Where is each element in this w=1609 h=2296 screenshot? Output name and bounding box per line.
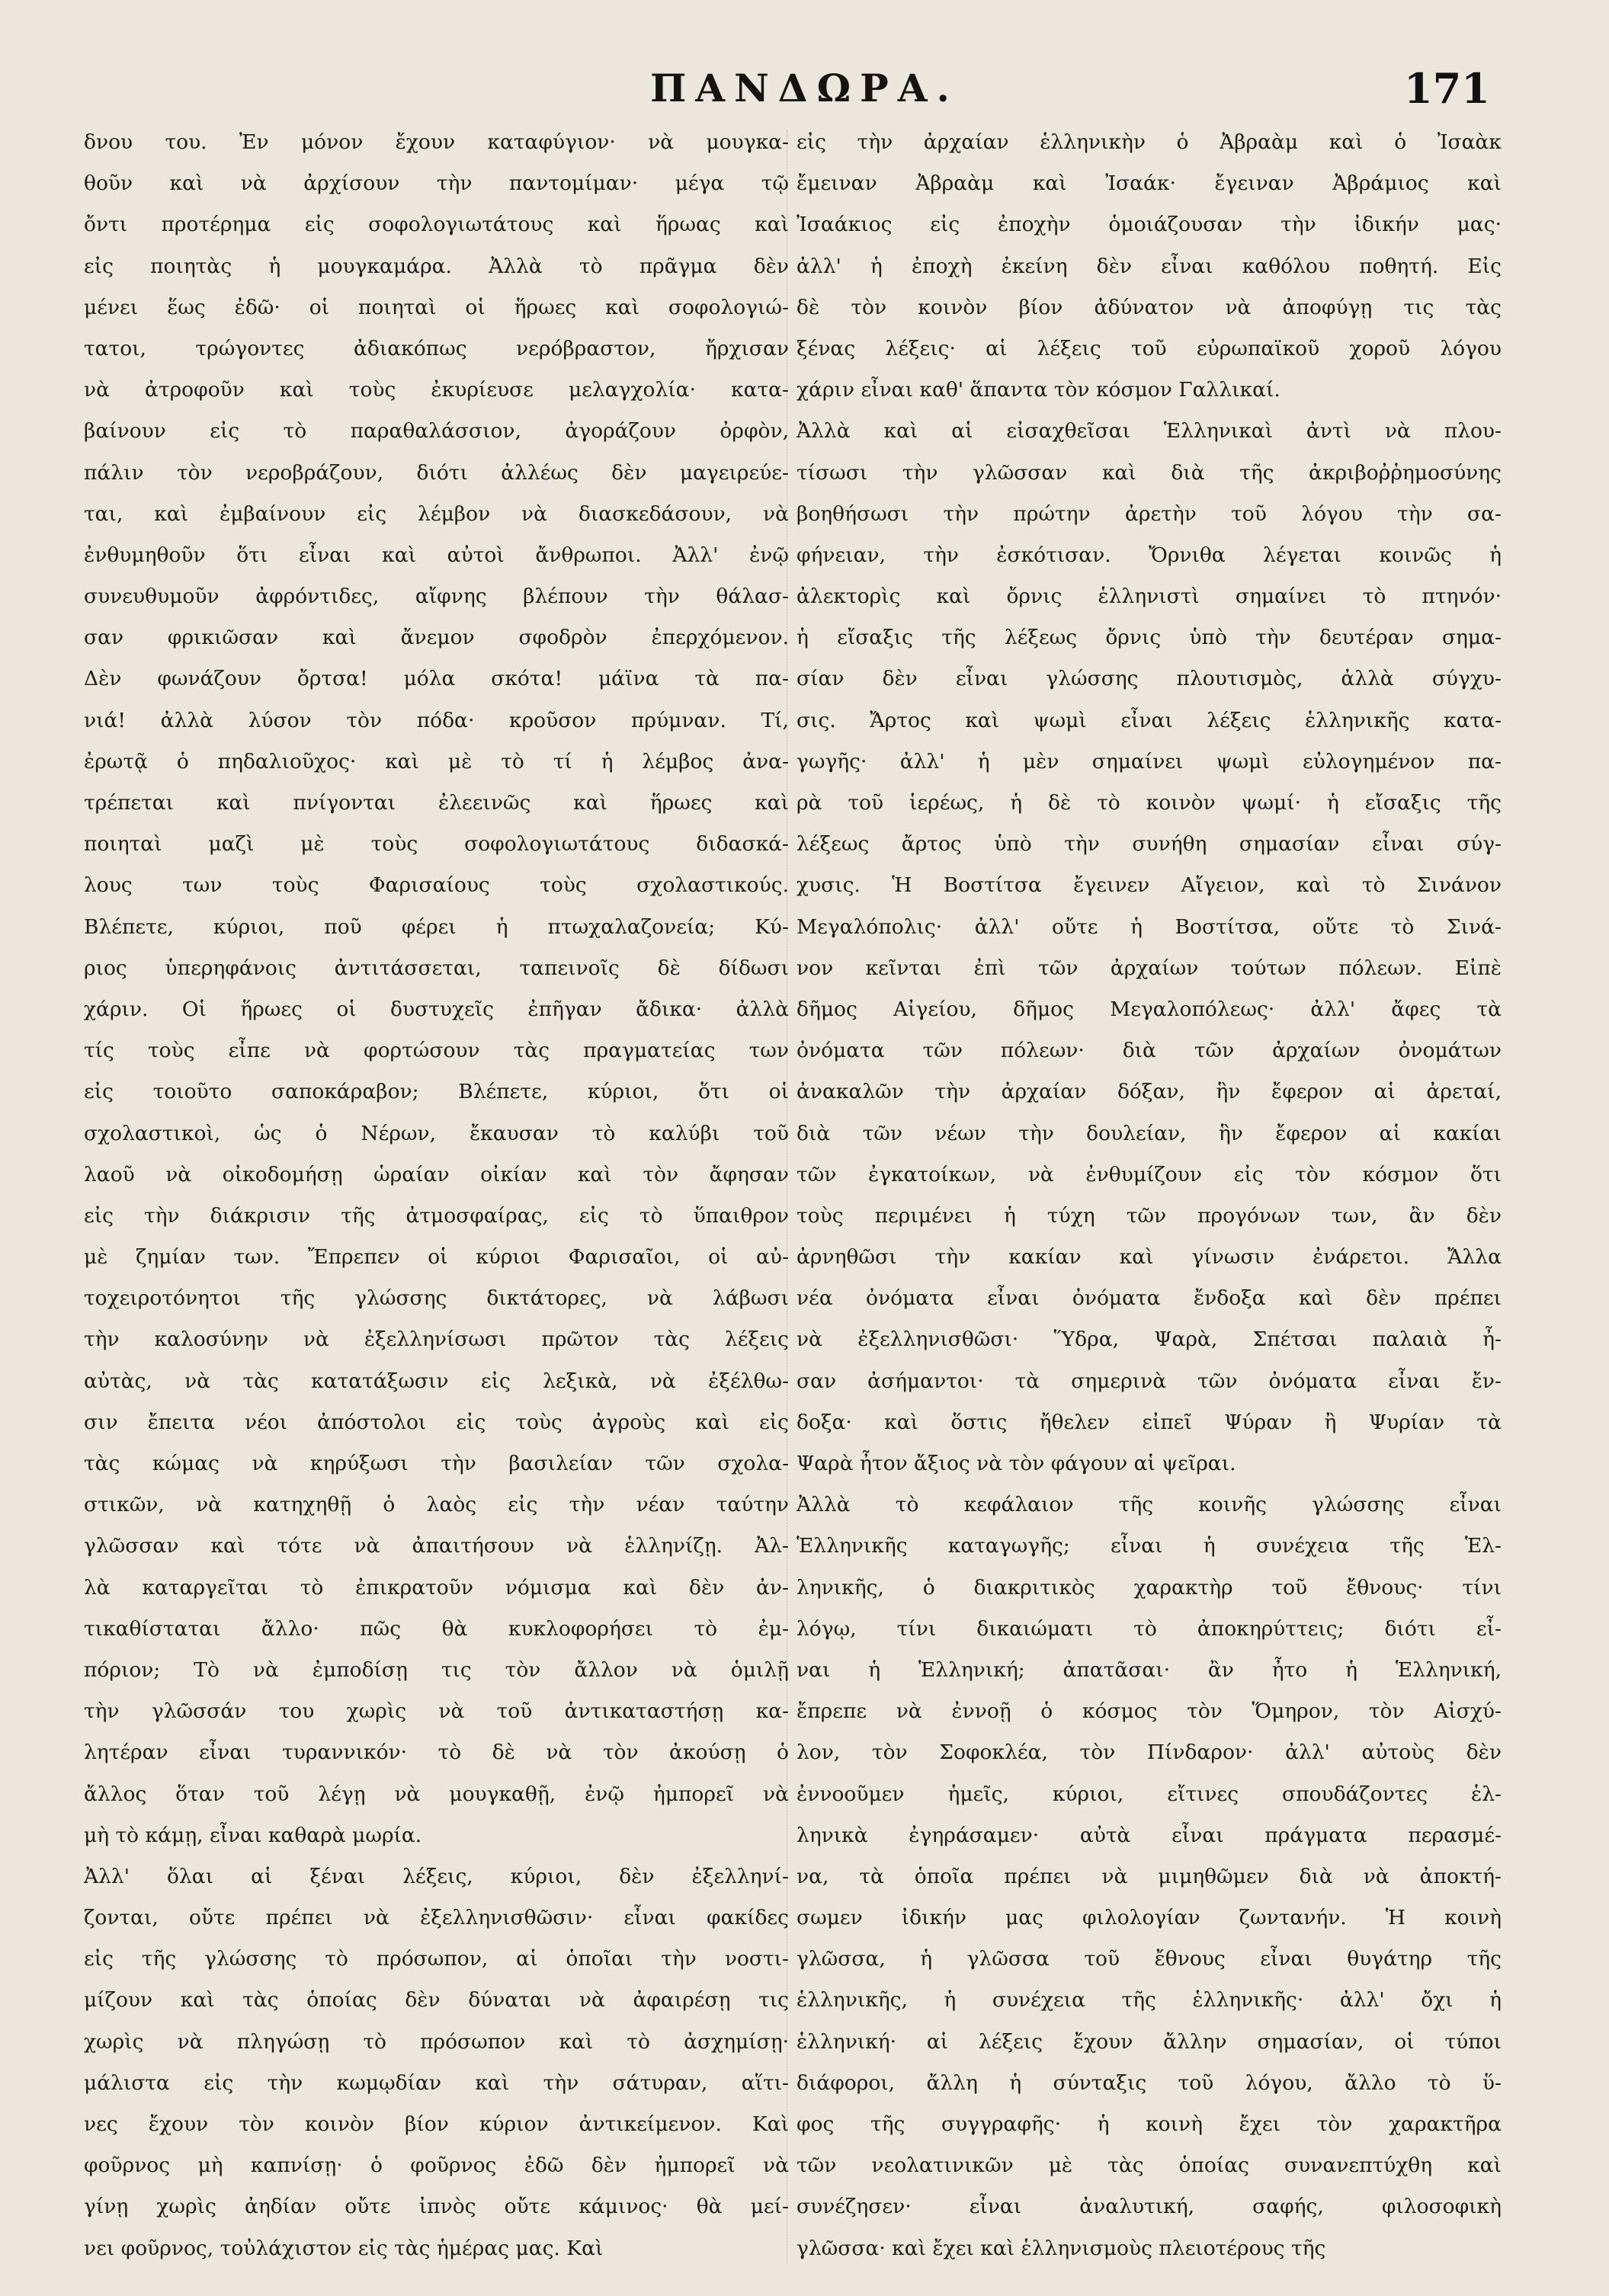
text-line: ὀνόματα τῶν πόλεων· διὰ τῶν ἀρχαίων ὀνομάτων — [796, 1039, 1502, 1063]
page-number: 171 — [1404, 64, 1490, 113]
text-line: ληνικῆς, ὁ διακριτικὸς χαρακτὴρ τοῦ ἔθνους· τίνι — [796, 1575, 1502, 1600]
text-line: διὰ τῶν νέων τὴν δουλείαν, ἣν ἔφερον αἱ κακίαι — [796, 1121, 1502, 1145]
text-line: μὲ ζημίαν των. Ἔπρεπεν οἱ κύριοι Φαρισαῖοι, οἱ αὐ- — [84, 1245, 789, 1270]
text-line: αὐτὰς, νὰ τὰς κατατάξωσιν εἰς λεξικὰ, νὰ ἐξέλθω- — [84, 1369, 789, 1393]
text-line: δῆμος Αἰγείου, δῆμος Μεγαλοπόλεως· ἀλλ' ἄφες τὰ — [796, 997, 1502, 1021]
text-line: χωρὶς νὰ πληγώσῃ τὸ πρόσωπον καὶ τὸ ἀσχημίσῃ· — [84, 2029, 789, 2054]
text-line: τοὺς περιμένει ἡ τύχη τῶν προγόνων των, ἂν δὲν — [796, 1203, 1502, 1228]
text-line: σαν φρικιῶσαν καὶ ἄνεμον σφοδρὸν ἐπερχόμενον. — [84, 626, 789, 650]
text-line: γλῶσσαν καὶ τότε νὰ ἀπαιτήσουν νὰ ἑλληνίζῃ. Ἀλ- — [84, 1534, 789, 1558]
text-line: ἡ εἴσαξις τῆς λέξεως ὄρνις ὑπὸ τὴν δευτέραν σημα- — [796, 626, 1502, 650]
text-line: βοηθήσωσι τὴν πρώτην ἀρετὴν τοῦ λόγου τὴν σα- — [796, 501, 1502, 526]
text-line: χάριν. Οἱ ἥρωες οἱ δυστυχεῖς ἐπῆγαν ἄδικα· ἀλλὰ — [84, 997, 789, 1021]
text-line: ριος ὑπερηφάνοις ἀντιτάσσεται, ταπεινοῖς δὲ δίδωσι — [84, 956, 789, 980]
text-line: μάλιστα εἰς τὴν κωμῳδίαν καὶ τὴν σάτυραν, αἵτι- — [84, 2070, 789, 2095]
text-line: τικαθίσταται ἄλλο· πῶς θὰ κυκλοφορήσει τὸ ἐμ- — [84, 1616, 789, 1641]
text-line: σχολαστικοὶ, ὡς ὁ Νέρων, ἔκαυσαν τὸ καλύβι τοῦ — [84, 1121, 789, 1145]
text-line: ἐνθυμηθοῦν ὅτι εἶναι καὶ αὐτοὶ ἄνθρωποι. Ἀλλ' ἐνῷ — [84, 543, 789, 567]
text-line: ποιηταὶ μαζὶ μὲ τοὺς σοφολογιωτάτους διδασκά- — [84, 832, 789, 857]
text-line: ξένας λέξεις· αἱ λέξεις τοῦ εὐρωπαϊκοῦ χοροῦ λόγου — [796, 336, 1502, 360]
text-line: ἐρωτᾷ ὁ πηδαλιοῦχος· καὶ μὲ τὸ τί ἡ λέμβος ἀνα- — [84, 749, 789, 773]
text-line: νὰ ἐξελληνισθῶσι· Ὕδρα, Ψαρὰ, Σπέτσαι παλαιὰ ἦ- — [796, 1327, 1502, 1352]
text-line: τὰς κώμας νὰ κηρύξωσι τὴν βασιλείαν τῶν σχολα- — [84, 1452, 789, 1475]
text-line: ναι ἡ Ἑλληνική; ἀπατᾶσαι· ἂν ἦτο ἡ Ἑλληνική, — [796, 1657, 1502, 1682]
text-line: τὴν καλοσύνην νὰ ἐξελληνίσωσι πρῶτον τὰς λέξεις — [84, 1327, 789, 1352]
text-line: χάριν εἶναι καθ' ἅπαντα τὸν κόσμον Γαλλικαί. — [796, 378, 1280, 402]
text-line: φος τῆς συγγραφῆς· ἡ κοινὴ ἔχει τὸν χαρακτῆρα — [796, 2112, 1502, 2136]
text-line: σαν ἀσήμαντοι· τὰ σημερινὰ τῶν ὀνόματα εἶναι ἔν- — [796, 1369, 1502, 1393]
text-line: Ἀλλὰ τὸ κεφάλαιον τῆς κοινῆς γλώσσης εἶναι — [796, 1493, 1502, 1517]
text-line: βαίνουν εἰς τὸ παραθαλάσσιον, ἀγοράζουν ὀρφὸν, — [84, 419, 789, 444]
text-line: τῶν ἐγκατοίκων, νὰ ἐνθυμίζουν εἰς τὸν κόσμον ὅτι — [796, 1162, 1502, 1186]
text-line: δοξα· καὶ ὅστις ἤθελεν εἰπεῖ Ψύραν ἢ Ψυρίαν τὰ — [796, 1410, 1502, 1434]
text-line: ἑλληνικῆς, ἡ συνέχεια τῆς ἑλληνικῆς· ἀλλ' ὄχι ἡ — [796, 1988, 1502, 2013]
text-line: πάλιν τὸν νεροβράζουν, διότι ἀλλέως δὲν μαγειρεύε- — [84, 460, 789, 485]
text-line: στικῶν, νὰ κατηχηθῇ ὁ λαὸς εἰς τὴν νέαν ταύτην — [84, 1493, 789, 1517]
text-line: νέα ὀνόματα εἶναι ὀνόματα ἔνδοξα καὶ δὲν πρέπει — [796, 1286, 1502, 1311]
text-line: συνέζησεν· εἶναι ἀναλυτική, σαφής, φιλοσοφικὴ — [796, 2195, 1502, 2219]
text-line: ληνικὰ ἐγηράσαμεν· αὐτὰ εἶναι πράγματα περασμέ- — [796, 1823, 1502, 1847]
text-line: τὴν γλῶσσάν του χωρὶς νὰ τοῦ ἀντικαταστήσῃ κα- — [84, 1699, 789, 1724]
text-line: μένει ἕως ἐδῶ· οἱ ποιηταὶ οἱ ἥρωες καὶ σοφολογιώ- — [84, 295, 789, 319]
text-line: γλῶσσα, ἡ γλῶσσα τοῦ ἔθνους εἶναι θυγάτηρ τῆς — [796, 1947, 1502, 1971]
text-line: λους των τοὺς Φαρισαίους τοὺς σχολαστικούς. — [84, 873, 789, 898]
text-line: νες ἔχουν τὸν κοινὸν βίον κύριον ἀντικείμενον. Καὶ — [84, 2112, 789, 2136]
text-line: ὄντι προτέρημα εἰς σοφολογιωτάτους καὶ ἥρωας καὶ — [84, 213, 789, 237]
text-line: λόγῳ, τίνι δικαιώματι τὸ ἀποκηρύττεις; διότι εἶ- — [796, 1616, 1502, 1641]
text-line: σίαν δὲν εἶναι γλώσσης πλουτισμὸς, ἀλλὰ σύγχυ- — [796, 667, 1502, 691]
text-line: ζονται, οὔτε πρέπει νὰ ἐξελληνισθῶσιν· εἶναι φακίδες — [84, 1906, 789, 1930]
text-line: Δὲν φωνάζουν ὄρτσα! μόλα σκότα! μάϊνα τὰ πα- — [84, 667, 789, 691]
text-line: διάφοροι, ἄλλη ἡ σύνταξις τοῦ λόγου, ἄλλο τὸ ὕ- — [796, 2070, 1502, 2095]
text-line: να, τὰ ὁποῖα πρέπει νὰ μιμηθῶμεν διὰ νὰ ἀποκτή- — [796, 1864, 1502, 1888]
text-line: λαοῦ νὰ οἰκοδομήσῃ ὡραίαν οἰκίαν καὶ τὸν ἄφησαν — [84, 1162, 789, 1186]
text-line: ἐννοοῦμεν ἡμεῖς, κύριοι, εἴτινες σπουδάζοντες ἑλ- — [796, 1782, 1502, 1806]
text-line: Ἀλλ' ὅλαι αἱ ξέναι λέξεις, κύριοι, δὲν ἐξελληνί- — [84, 1864, 789, 1888]
text-line: σιν ἔπειτα νέοι ἀπόστολοι εἰς τοὺς ἀγροὺς καὶ εἰς — [84, 1410, 789, 1434]
text-line: τίς τοὺς εἶπε νὰ φορτώσουν τὰς πραγματείας των — [84, 1039, 789, 1063]
text-line: λητέραν εἶναι τυραννικόν· τὸ δὲ νὰ τὸν ἀκούσῃ ὁ — [84, 1740, 789, 1765]
text-line: Μεγαλόπολις· ἀλλ' οὔτε ἡ Βοστίτσα, οὔτε τὸ Σινά- — [796, 914, 1502, 939]
text-line: ρὰ τοῦ ἱερέως, ἡ δὲ τὸ κοινὸν ψωμί· ἡ εἴσαξις τῆς — [796, 791, 1502, 815]
text-line: νει φοῦρνος, τοὐλάχιστον εἰς τὰς ἡμέρας μας. Καὶ — [84, 2236, 604, 2260]
text-line: σωμεν ἰδικήν μας φιλολογίαν ζωντανήν. Ἡ κοινὴ — [796, 1906, 1502, 1930]
text-line: ἀλλ' ἡ ἐποχὴ ἐκείνη δὲν εἶναι καθόλου ποθητή. Εἰς — [796, 254, 1502, 278]
text-line: μὴ τὸ κάμῃ, εἶναι καθαρὰ μωρία. — [84, 1823, 422, 1847]
text-line: τοχειροτόνητοι τῆς γλώσσης δικτάτορες, νὰ λάβωσι — [84, 1286, 789, 1311]
text-line: γωγῆς· ἀλλ' ἡ μὲν σημαίνει ψωμὶ εὐλογημένον πα- — [796, 749, 1502, 773]
text-line: χυσις. Ἡ Βοστίτσα ἔγεινεν Αἴγειον, καὶ τὸ Σινάνον — [796, 873, 1502, 898]
text-line: δνου του. Ἐν μόνον ἔχουν καταφύγιον· νὰ μουγκα- — [84, 130, 789, 154]
text-line: φήνειαν, τὴν ἐσκότισαν. Ὄρνιθα λέγεται κοινῶς ἡ — [796, 543, 1502, 567]
text-line: νὰ ἀτροφοῦν καὶ τοὺς ἐκυρίευσε μελαγχολία· κατα- — [84, 378, 789, 402]
text-line: ται, καὶ ἐμβαίνουν εἰς λέμβον νὰ διασκεδάσουν, νὰ — [84, 501, 789, 526]
text-line: εἰς τῆς γλώσσης τὸ πρόσωπον, αἱ ὁποῖαι τὴν νοστι- — [84, 1947, 789, 1971]
text-line: ἀλεκτορὶς καὶ ὄρνις ἑλληνιστὶ σημαίνει τὸ πτηνόν· — [796, 584, 1502, 609]
text-line: γίνῃ χωρὶς ἀηδίαν οὔτε ἰπνὸς οὔτε κάμινος· θὰ μεί- — [84, 2195, 789, 2219]
text-line: Ἀλλὰ καὶ αἱ εἰσαχθεῖσαι Ἑλληνικαὶ ἀντὶ νὰ πλου- — [796, 419, 1502, 444]
text-line: δὲ τὸν κοινὸν βίον ἀδύνατον νὰ ἀποφύγῃ τις τὰς — [796, 295, 1502, 319]
text-line: τρέπεται καὶ πνίγονται ἐλεεινῶς καὶ ἥρωες καὶ — [84, 791, 789, 815]
text-line: Ψαρὰ ἦτον ἄξιος νὰ τὸν φάγουν αἱ ψεῖραι. — [796, 1452, 1236, 1475]
text-line: νιά! ἀλλὰ λύσον τὸν πόδα· κροῦσον πρύμναν. Τί, — [84, 708, 789, 732]
text-line: ἀνακαλῶν τὴν ἀρχαίαν δόξαν, ἣν ἔφερον αἱ ἀρεταί, — [796, 1080, 1502, 1104]
text-line: τίσωσι τὴν γλῶσσαν καὶ διὰ τῆς ἀκριβοῤῥημοσύνης — [796, 460, 1502, 485]
text-line: λον, τὸν Σοφοκλέα, τὸν Πίνδαρον· ἀλλ' αὐτοὺς δὲν — [796, 1740, 1502, 1765]
text-line: πόριον; Τὸ νὰ ἐμποδίσῃ τις τὸν ἄλλον νὰ ὁμιλῇ — [84, 1657, 789, 1682]
text-line: σις. Ἄρτος καὶ ψωμὶ εἶναι λέξεις ἑλληνικῆς κατα- — [796, 708, 1502, 732]
text-line: μίζουν καὶ τὰς ὁποίας δὲν δύναται νὰ ἀφαιρέσῃ τις — [84, 1988, 789, 2013]
text-line: ἔπρεπε νὰ ἐννοῇ ὁ κόσμος τὸν Ὅμηρον, τὸν Αἰσχύ- — [796, 1699, 1502, 1724]
text-line: εἰς τὴν ἀρχαίαν ἑλληνικὴν ὁ Ἀβραὰμ καὶ ὁ Ἰσαὰκ — [796, 130, 1502, 154]
text-line: φοῦρνος μὴ καπνίσῃ· ὁ φοῦρνος ἐδῶ δὲν ἠμπορεῖ νὰ — [84, 2154, 789, 2178]
text-line: εἰς ποιητὰς ἡ μουγκαμάρα. Ἀλλὰ τὸ πρᾶγμα δὲν — [84, 254, 789, 278]
text-line: συνευθυμοῦν ἀφρόντιδες, αἴφνης βλέπουν τὴν θάλασ- — [84, 584, 789, 609]
text-line: ἀρνηθῶσι τὴν κακίαν καὶ γίνωσιν ἐνάρετοι. Ἄλλα — [796, 1245, 1502, 1270]
text-line: ἄλλος ὅταν τοῦ λέγῃ νὰ μουγκαθῇ, ἐνῷ ἠμπορεῖ νὰ — [84, 1782, 789, 1806]
text-line: Βλέπετε, κύριοι, ποῦ φέρει ἡ πτωχαλαζονεία; Κύ- — [84, 914, 789, 939]
text-line: λὰ καταργεῖται τὸ ἐπικρατοῦν νόμισμα καὶ δὲν ἀν- — [84, 1575, 789, 1600]
text-line: θοῦν καὶ νὰ ἀρχίσουν τὴν παντομίμαν· μέγα τῷ — [84, 171, 789, 196]
running-title: ΠΑΝΔΩΡΑ. — [650, 66, 959, 110]
text-line: ἑλληνική· αἱ λέξεις ἔχουν ἄλλην σημασίαν, οἱ τύποι — [796, 2029, 1502, 2054]
text-line: Ἑλληνικῆς καταγωγῆς; εἶναι ἡ συνέχεια τῆς Ἑλ- — [796, 1534, 1502, 1558]
text-line: Ἰσαάκιος εἰς ἐποχὴν ὁμοιάζουσαν τὴν ἰδικήν μας· — [796, 213, 1502, 237]
text-line: τατοι, τρώγοντες ἀδιακόπως νερόβραστον, ἤρχισαν — [84, 336, 789, 360]
right-column — [796, 122, 1502, 2278]
text-line: εἰς τὴν διάκρισιν τῆς ἀτμοσφαίρας, εἰς τὸ ὕπαιθρον — [84, 1203, 789, 1228]
left-column — [84, 122, 789, 2278]
text-line: ἔμειναν Ἀβραὰμ καὶ Ἰσαάκ· ἔγειναν Ἀβράμιος καὶ — [796, 171, 1502, 196]
text-line: νον κεῖνται ἐπὶ τῶν ἀρχαίων τούτων πόλεων. Εἰπὲ — [796, 956, 1502, 980]
text-line: λέξεως ἄρτος ὑπὸ τὴν συνήθη σημασίαν εἶναι σύγ- — [796, 832, 1502, 857]
text-line: τῶν νεολατινικῶν μὲ τὰς ὁποίας συνανεπτύχθη καὶ — [796, 2154, 1502, 2178]
text-line: γλῶσσα· καὶ ἔχει καὶ ἑλληνισμοὺς πλειοτέρους τῆς — [796, 2236, 1326, 2260]
text-line: εἰς τοιοῦτο σαποκάραβον; Βλέπετε, κύριοι, ὅτι οἱ — [84, 1080, 789, 1104]
